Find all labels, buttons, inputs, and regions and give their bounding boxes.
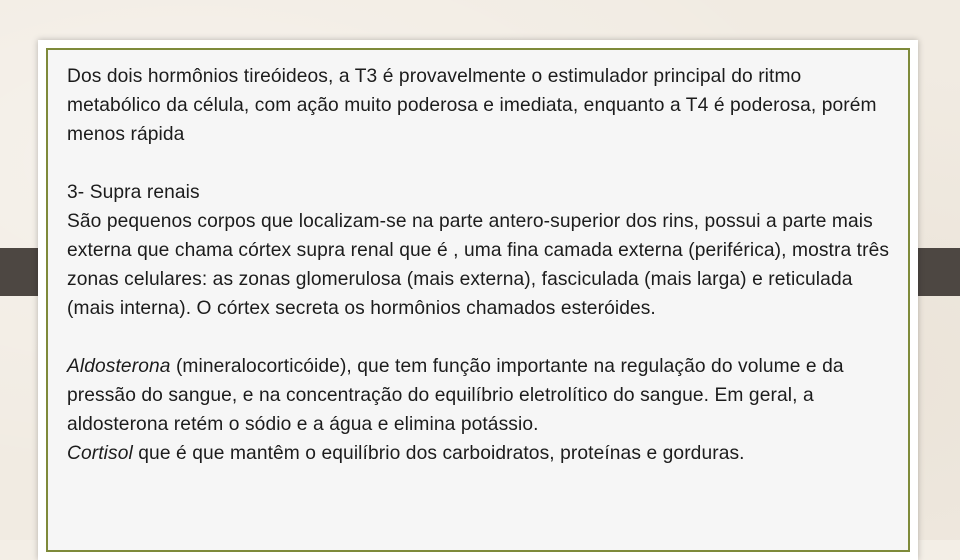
- paragraph-adrenal: São pequenos corpos que localizam-se na parte antero-superior dos rins, possui a parte mais externa que chama córtex supra renal que é , uma fina camada externa (periférica), mostra três zonas celulares: as zonas glomerulosa (mais externa), fasciculada (mais larga) e reticulada (mais interna). O córtex secreta os hormônios chamados esteróides.: [67, 211, 890, 319]
- aldosterona-description: (mineralocorticóide), que tem função importante na regulação do volume e da pressão do sangue, e na concentração do equilíbrio eletrolítico do sangue. Em geral, a aldosterona retém o sódio e a água e elimina potássio.: [67, 356, 844, 435]
- paragraph-aldosterona: [67, 352, 897, 439]
- spacer: [67, 149, 897, 178]
- aldosterona-term: Aldosterona: [67, 356, 171, 377]
- cortisol-description: que é que mantêm o equilíbrio dos carboidratos, proteínas e gorduras.: [132, 443, 745, 464]
- section-heading: 3- Supra renais: [67, 182, 200, 203]
- slide-text: [67, 62, 897, 468]
- paragraph-cortisol: [67, 439, 897, 468]
- paragraph-thyroid-hormones: Dos dois hormônios tireóideos, a T3 é provavelmente o estimulador principal do ritmo metabólico da célula, com ação muito poderosa e imediata, enquanto a T4 é poderosa, porém menos rápida: [67, 66, 877, 145]
- spacer: [67, 323, 897, 352]
- cortisol-term: Cortisol: [67, 443, 133, 464]
